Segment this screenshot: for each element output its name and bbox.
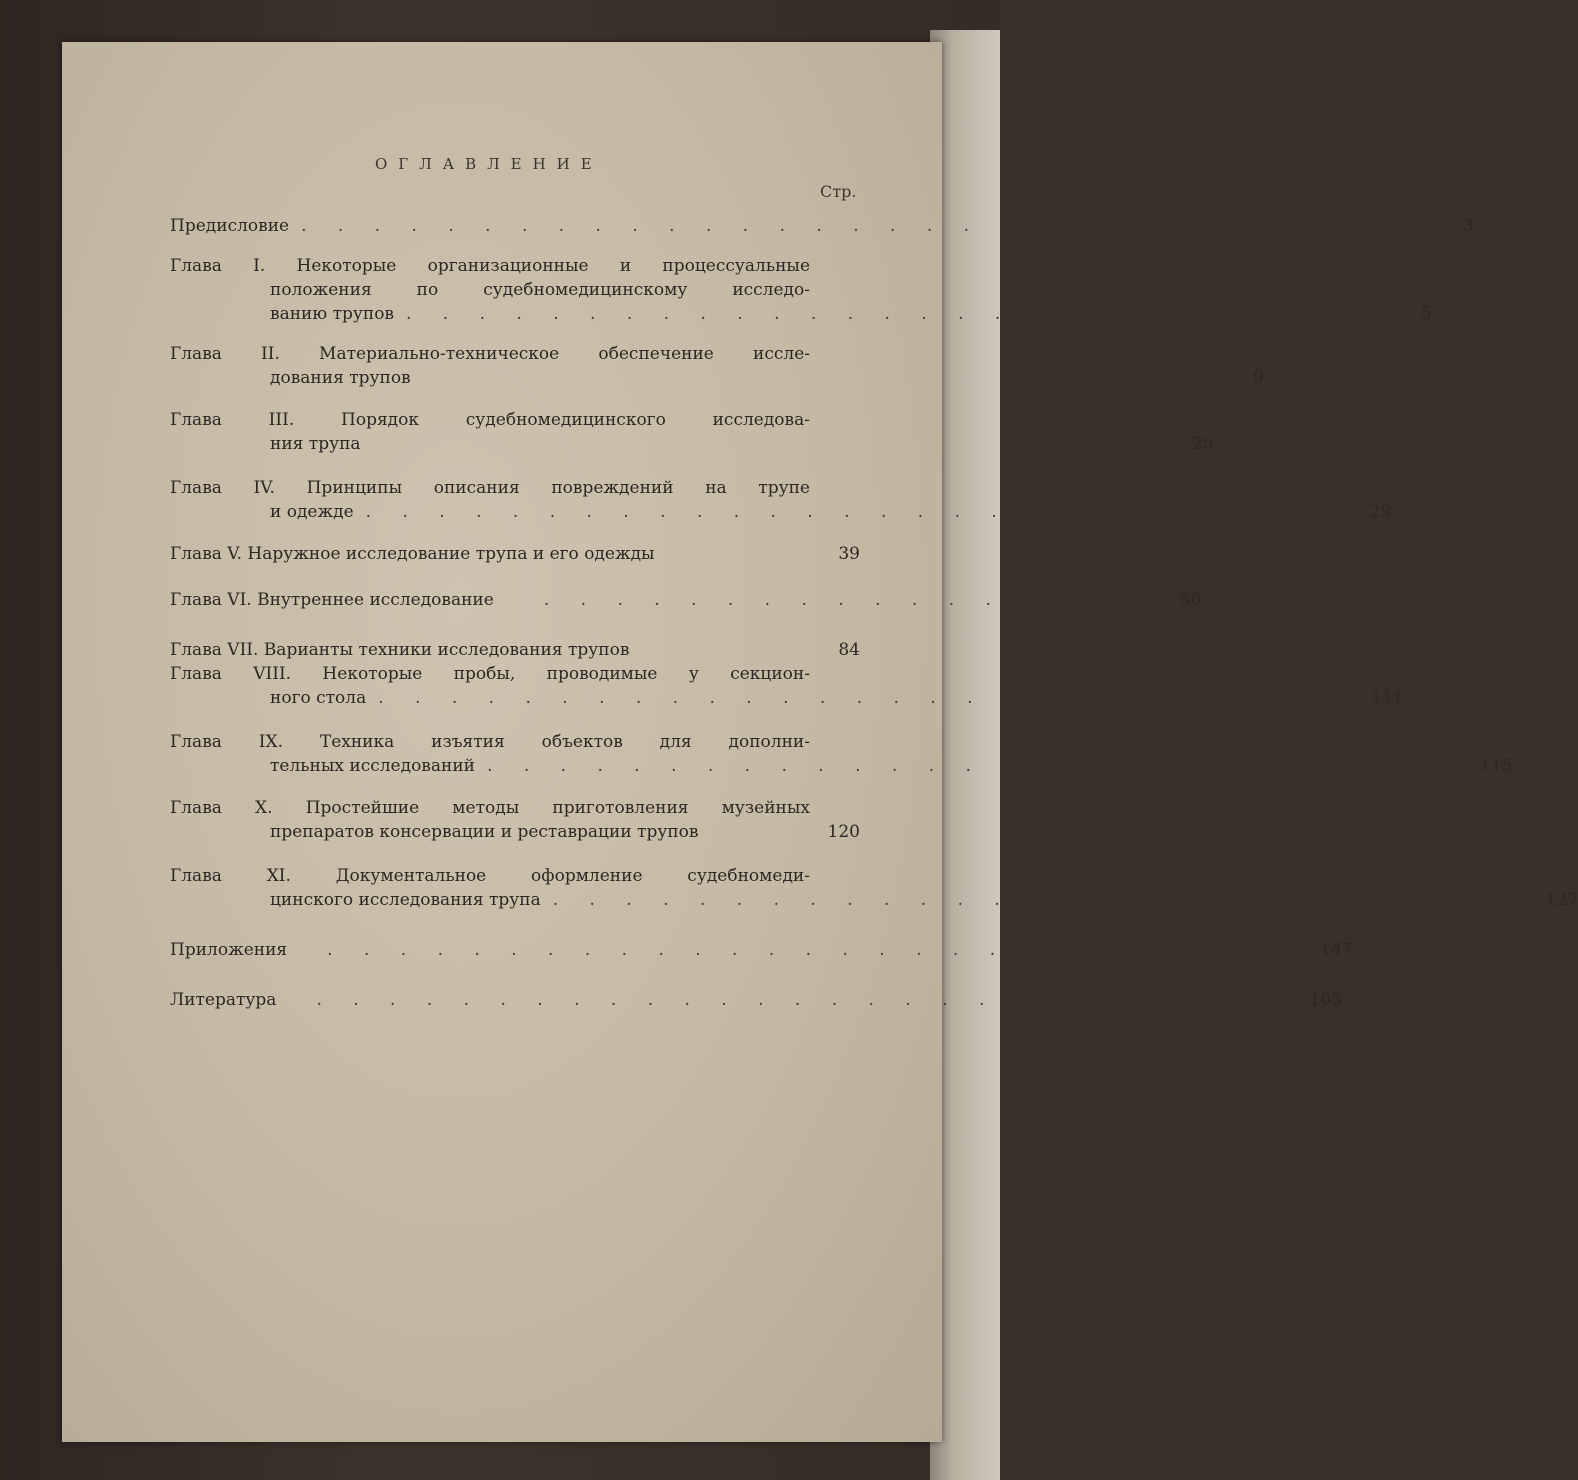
entry-title: Приложения — [170, 940, 288, 960]
leader-dots: . . . . . . . . . . . . . . . . . . . . . . . . . . . — [378, 688, 1354, 708]
entry-page-number: 115 — [1479, 756, 1513, 776]
leader-dots — [411, 366, 1214, 390]
entry-page-number: 9 — [1253, 368, 1264, 388]
entry-title-line: цинского исследования трупа — [270, 890, 541, 910]
entry-title-line: Глава VIII. Некоторые пробы, проводимые у секцион- — [170, 664, 810, 684]
leader-dots: . . . . . . . . . . . . . . . . . . . . . . . . . . . — [365, 502, 1342, 522]
entry-page-number: 84 — [838, 640, 860, 660]
toc-entry-chapter-1 — [170, 254, 1432, 326]
entry-title-line: Глава III. Порядок судебномедицинского исследова- — [170, 410, 810, 430]
entry-title-line: положения по судебномедицинскому исследо- — [270, 280, 810, 300]
toc-entry-preface — [170, 214, 1474, 238]
entry-title-line: Глава IX. Техника изъятия объектов для дополни- — [170, 732, 810, 752]
entry-title: Глава VI. Внутреннее исследование — [170, 590, 494, 610]
toc-entry-chapter-5 — [170, 542, 860, 566]
leader-dots: . . . . . . . . . . . . . . . . . . . . . . . . . . . — [406, 304, 1382, 324]
entry-page-number: 111 — [1371, 688, 1404, 708]
leader-dots — [698, 820, 810, 844]
entry-title-line: тельных исследований — [270, 756, 476, 776]
entry-title-line: и одежде — [270, 502, 354, 522]
toc-entry-appendices — [170, 938, 1353, 962]
toc-entry-chapter-2 — [170, 342, 1264, 390]
toc-entry-chapter-11 — [170, 864, 1578, 912]
book-page — [62, 42, 1578, 1442]
toc-entry-chapter-4 — [170, 476, 1392, 524]
toc-entry-chapter-3 — [170, 408, 1214, 456]
entry-title-line: препаратов консервации и реставрации трупов — [270, 822, 699, 842]
toc-entry-literature — [170, 988, 1342, 1012]
entry-page-number: 147 — [1320, 940, 1353, 960]
entry-page-number: 25 — [1192, 434, 1214, 454]
toc-heading: ОГЛАВЛЕНИЕ — [375, 155, 603, 173]
leader-dots: . . . . . . . . . . . . . . . . . . . . . . . . . . . — [487, 756, 1463, 776]
entry-title-line: ния трупа — [270, 434, 361, 454]
entry-page-number: 39 — [838, 544, 860, 564]
entry-page-number: 127 — [1545, 890, 1578, 910]
entry-page-number: 165 — [1309, 990, 1342, 1010]
leader-dots: . . . . . . . . . . . . . . . . . . . . . . . . . . . — [316, 990, 1292, 1010]
entry-page-number: 120 — [827, 822, 860, 842]
entry-page-number: 29 — [1369, 502, 1392, 522]
toc-entry-chapter-8 — [170, 662, 1404, 710]
entry-title-line: Глава IV. Принципы описания повреждений на трупе — [170, 478, 810, 498]
leader-dots — [655, 542, 810, 566]
entry-title: Глава V. Наружное исследование трупа и его одежды — [170, 544, 655, 564]
entry-page-number: 5 — [1420, 304, 1432, 324]
leader-dots: . . . . . . . . . . . . . . . . . . . . . . . . . . . — [327, 940, 1303, 960]
entry-title-line: ного стола — [270, 688, 367, 708]
toc-entry-chapter-6 — [170, 588, 1202, 612]
page-column-label: Стр. — [820, 182, 857, 201]
entry-title: Литература — [170, 990, 277, 1010]
entry-title-line: Глава I. Некоторые организационные и процессуальные — [170, 256, 810, 276]
leader-dots — [629, 638, 810, 662]
toc-entry-chapter-7 — [170, 638, 860, 662]
entry-page-number: 50 — [1179, 590, 1202, 610]
entry-page-number: 3 — [1462, 216, 1474, 236]
entry-title: Предисловие — [170, 216, 290, 236]
entry-title-line: Глава II. Материально-техническое обеспечение иссле- — [170, 344, 810, 364]
entry-title-line: дования трупов — [270, 368, 411, 388]
leader-dots — [361, 432, 1164, 456]
entry-title: Глава VII. Варианты техники исследования трупов — [170, 640, 630, 660]
toc-entry-chapter-9 — [170, 730, 1513, 778]
leader-dots: . . . . . . . . . . . . . . . . . . . . . . . . . . . — [552, 890, 1529, 910]
leader-dots: . . . . . . . . . . . . . . . . . . . . . . . . . . . . . . . — [301, 216, 1424, 236]
toc-entry-chapter-10 — [170, 796, 860, 844]
entry-title-line: ванию трупов — [270, 304, 394, 324]
entry-title-line: Глава X. Простейшие методы приготовления музейных — [170, 798, 810, 818]
entry-title-line: Глава XI. Документальное оформление судебномеди- — [170, 866, 810, 886]
leader-dots: . . . . . . . . . . . . . . . . . — [543, 590, 1152, 610]
